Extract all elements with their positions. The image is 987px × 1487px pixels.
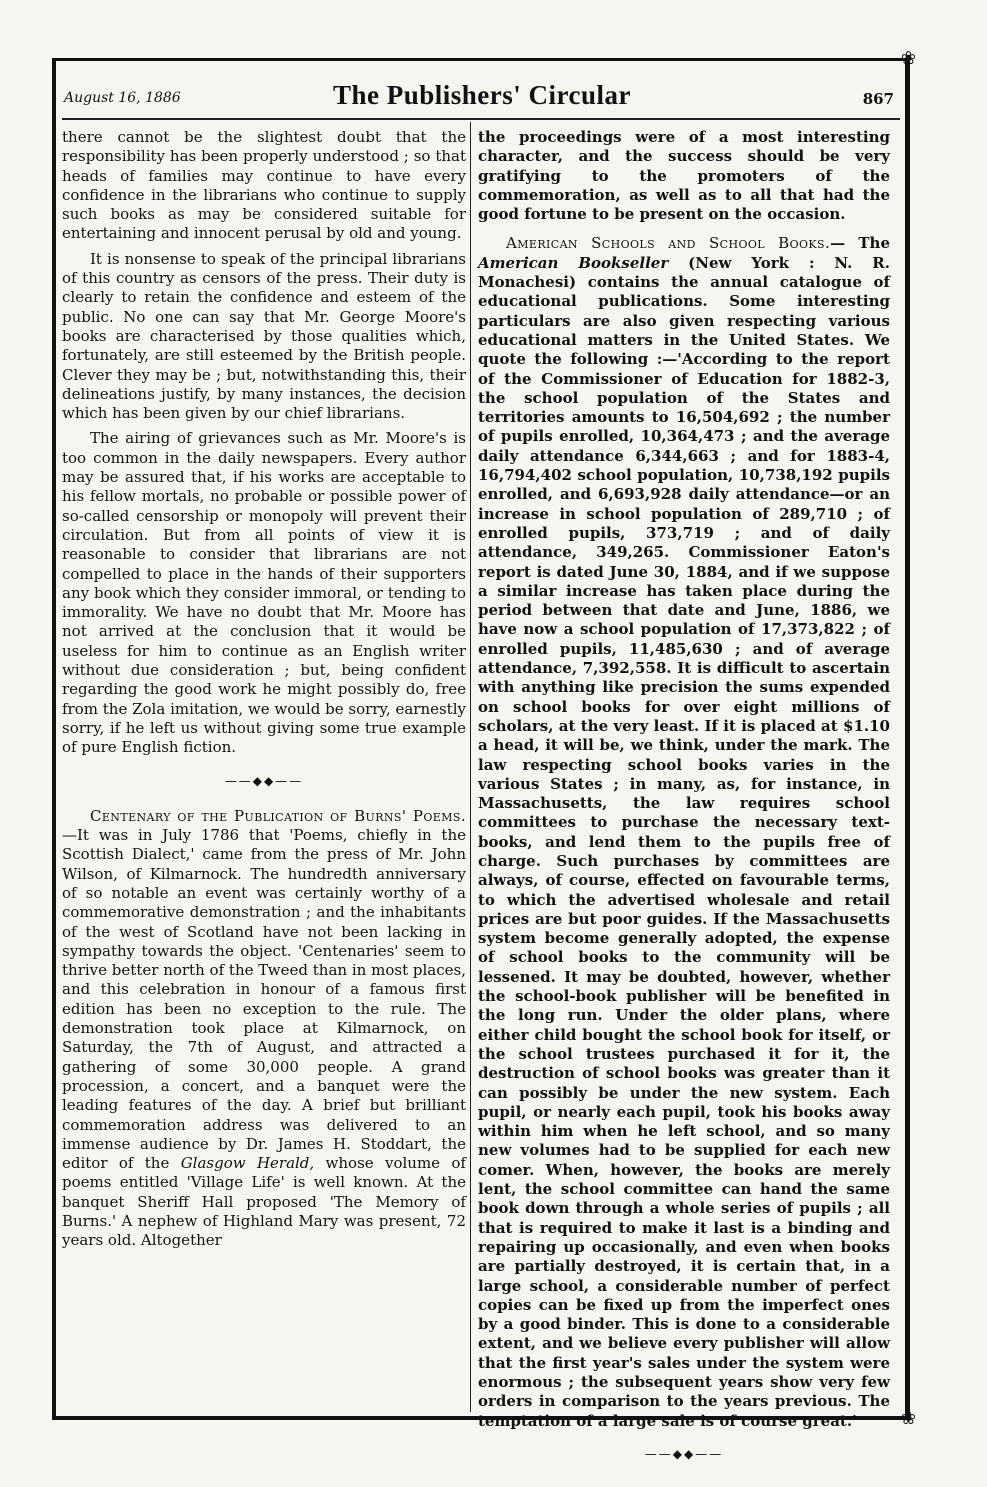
article-paragraph: The airing of grievances such as Mr. Moore's is too common in the daily newspapers. Every author may be assured that, if his works are acceptable to his fellow mortals, no probable or possible power of so-called censorship or monopoly will prevent their circulation. But from all points of view it is reasonable to consider that librarians are not compelled to place in the hands of their supporters any book which they consider immoral, or tending to immorality. We have no doubt that Mr. Moore has not arrived at the conclusion that it would be useless for him to continue as an English writer without due consideration ; but, being confident regarding the good work he might possibly do, free from the Zola imitation, we would be sorry, earnestly sorry, if he left us without giving some true example of pure English fiction. [62,429,466,757]
page-number: 867 [862,90,894,108]
right-column [478,128,890,1480]
newspaper-title: Glasgow Herald, [180,1154,315,1173]
burns-heading: Centenary of the Publication of Burns' Poems. [90,806,466,825]
column-divider [470,122,471,1412]
publication-title: The Publishers' Circular [332,80,632,110]
american-body: (New York : N. R. Monachesi) contains the annual catalogue of educational publications. Some interesting particulars are also given respecting various educational matters in the United States. We quote the following :—'According to the report of the Commissioner of Education for 1882-3, the school population of the States and territories amounts to 16,504,692 ; the number of pupils enrolled, 10,364,473 ; and the average daily attendance 6,344,663 ; and for 1883-4, 16,794,402 school population, 10,738,192 pupils enrolled, and 6,693,928 daily attendance—or an increase in school population of 289,710 ; of enrolled pupils, 373,719 ; and of daily attendance, 349,265. Commissioner Eaton's report is dated June 30, 1884, and if we suppose a similar increase has taken place during the period between that date and June, 1886, we have now a school population of 17,373,822 ; of enrolled pupils, 11,485,630 ; and of average attendance, 7,392,558. It is difficult to ascertain with anything like precision the sums expended on school books for over eight millions of scholars, at the very least. If it is placed at $1.10 a head, it will be, we think, under the mark. The law respecting school books varies in the various States ; in many, as, for instance, in Massachusetts, the law requires school committees to purchase the necessary text-books, and lend them to the pupils free of charge. Such purchases by committees are always, of course, effected on favourable terms, to which the advertised wholesale and retail prices are but poor guides. If the Massachusetts system become generally adopted, the expense of school books to the community will be lessened. It may be doubted, however, whether the school-book publisher will be benefited in the long run. Under the older plans, where either child bought the school book for itself, or the school trustees purchased it for it, the destruction of school books was greater than it can possibly be under the new system. Each pupil, or nearly each pupil, took his books away within him when he left school, and so many new volumes had to be supplied for each new comer. When, however, the books are merely lent, the school committee can hand the same book down through a whole series of pupils ; all that is required to make it last is a binding and repairing up occasionally, and even when books are partially destroyed, it is certain that, in a large school, a considerable number of perfect copies can be fixed up from the imperfect ones by a good binder. This is done to a considerable extent, and we believe every publisher will allow that the first year's sales under the system were enormous ; the subsequent years show very few orders in comparison to the years previous. The temptation of a large sale is of course great.' [478,253,890,1430]
burns-body: —It was in July 1786 that 'Poems, chiefly in the Scottish Dialect,' came from the press of Mr. John Wilson, of Kilmarnock. The hundredth anniversary of so notable an event was certainly worthy of a commemorative demonstration ; and the inhabitants of the west of Scotland have not been lacking in sympathy towards the object. 'Centenaries' seem to thrive better north of the Tweed than in most places, and this celebration in honour of a famous first edition has been no exception to the rule. The demonstration took place at Kilmarnock, on Saturday, the 7th of August, and attracted a gathering of some 30,000 people. A grand procession, a concert, and a banquet were the leading features of the day. A brief but brilliant commemoration address was delivered to an immense audience by Dr. James H. Stoddart, the editor of the [62,826,466,1173]
section-separator: ——◆◆—— [224,773,304,788]
left-column [62,128,466,1257]
page-border-left [52,58,56,1420]
journal-title: American Bookseller [478,253,669,272]
corner-ornament-icon: ❀ [900,1408,916,1429]
article-paragraph: It is nonsense to speak of the principal librarians of this country as censors of the press. Their duty is clearly to retain the confidence and esteem of the public. No one can say that Mr. George Moore's books are characterised by those qualities which, fortunately, are still esteemed by the British people. Clever they may be ; but, notwithstanding this, their delineations justify, by many instances, the decision which has been given by our chief librarians. [62,249,466,423]
journal-page [52,48,916,1461]
section-separator: ——◆◆—— [644,1446,724,1461]
corner-ornament-icon: ❀ [900,48,916,69]
continued-paragraph: the proceedings were of a most interesting character, and the success should be very gratifying to the promoters of the commemoration, as well as to all that had the good fortune to be present on the occasion. [478,128,890,224]
page-border-top [52,58,910,61]
article-paragraph: there cannot be the slightest doubt that the responsibility has been properly understood ; so that heads of families may continue to have every confidence in the librarians who continue to supply such books as may be considered suitable for entertaining and innocent perusal by old and young. [62,128,466,243]
american-schools-article [478,234,890,1430]
page-border-right [905,58,910,1420]
issue-date: August 16, 1886 [64,90,181,106]
burns-body-continued: whose volume of poems entitled 'Village Life' is well known. At the banquet Sheriff Hall proposed 'The Memory of Burns.' A nephew of Highland Mary was present, 72 years old. Altogether [62,1154,466,1250]
american-schools-heading: American Schools and School Books. [506,234,831,253]
burns-article [62,807,466,1251]
header-rule [62,118,900,120]
american-body-intro: — The [830,234,890,253]
page-header [64,80,900,116]
